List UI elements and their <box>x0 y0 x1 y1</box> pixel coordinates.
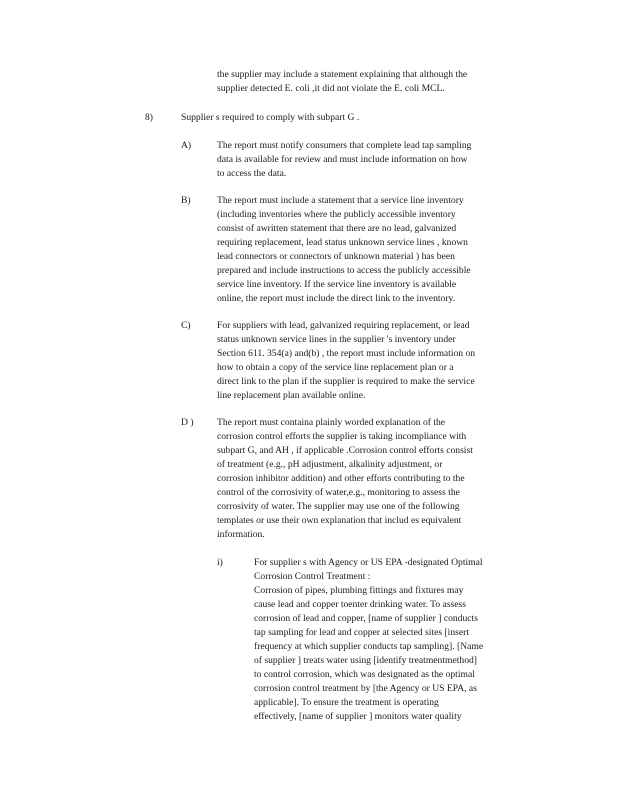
item-d-i-paragraph <box>254 556 532 724</box>
text-line: For suppliers with lead, galvanized requiring replacement, or lead <box>217 320 470 331</box>
text-line: information. <box>217 529 265 540</box>
text-line: control of the corrosivity of water,e.g., monitoring to assess the <box>217 487 460 498</box>
text-line: online, the report must include the direct link to the inventory. <box>217 293 456 304</box>
text-line: (including inventories where the publicly accessible inventory <box>217 209 456 220</box>
text-line: supplier detected E. coli ,it did not violate the E. coli MCL. <box>217 83 445 94</box>
text-line: subpart G, and AH , if applicable .Corrosion control efforts consist <box>217 445 473 456</box>
text-line: applicable]. To ensure the treatment is operating <box>254 697 439 708</box>
text-line: For supplier s with Agency or US EPA -designated Optimal <box>254 557 483 568</box>
text-line: frequency at which supplier conducts tap sampling]. [Name <box>254 641 484 652</box>
item-b-paragraph <box>217 194 527 306</box>
text-line: how to obtain a copy of the service line replacement plan or a <box>217 362 454 373</box>
text-line: corrosivity of water. The supplier may use one of the following <box>217 501 460 512</box>
item-a-paragraph <box>217 139 531 181</box>
item-a-letter: A) <box>181 140 192 151</box>
text-line: direct link to the plan if the supplier is required to make the service <box>217 376 475 387</box>
item-d-letter: D ) <box>181 417 194 428</box>
text-line: requiring replacement, lead status unknown service lines , known <box>217 237 468 248</box>
item-c-paragraph <box>217 319 537 403</box>
text-line: the supplier may include a statement explaining that although the <box>217 69 468 80</box>
text-line: data is available for review and must include information on how <box>217 154 468 165</box>
text-line: of treatment (e.g., pH adjustment, alkalinity adjustment, or <box>217 459 443 470</box>
text-line: Corrosion Control Treatment : <box>254 571 371 582</box>
text-line: of supplier ] treats water using [identify treatmentmethod] <box>254 655 477 666</box>
item-8-number: 8) <box>145 112 153 123</box>
text-line: prepared and include instructions to access the publicly accessible <box>217 265 471 276</box>
text-line: service line inventory. If the service line inventory is available <box>217 279 457 290</box>
item-d-paragraph <box>217 416 527 542</box>
text-line: status unknown service lines in the supplier 's inventory under <box>217 334 456 345</box>
text-line: Section 611. 354(a) and(b) , the report must include information on <box>217 348 476 359</box>
text-line: cause lead and copper toenter drinking water. To assess <box>254 599 467 610</box>
text-line: line replacement plan available online. <box>217 390 366 401</box>
text-line: lead connectors or connectors of unknown material ) has been <box>217 251 455 262</box>
text-line: effectively, [name of supplier ] monitors water quality <box>254 711 462 722</box>
text-line: to access the data. <box>217 168 287 179</box>
text-line: corrosion control efforts the supplier is taking incompliance with <box>217 431 467 442</box>
text-line: to control corrosion, which was designated as the optimal <box>254 669 475 680</box>
item-8-text: Supplier s required to comply with subpart G . <box>181 112 360 123</box>
text-line: tap sampling for lead and copper at selected sites [insert <box>254 627 469 638</box>
text-line: corrosion of lead and copper, [name of supplier ] conducts <box>254 613 478 624</box>
intro-paragraph <box>217 68 522 96</box>
text-line: consist of awritten statement that there are no lead, galvanized <box>217 223 457 234</box>
item-d-i-numeral: i) <box>217 557 223 568</box>
text-line: templates or use their own explanation that includ es equivalent <box>217 515 462 526</box>
text-line: The report must include a statement that a service line inventory <box>217 195 464 206</box>
item-c-letter: C) <box>181 320 191 331</box>
text-line: corrosion inhibitor addition) and other efforts contributing to the <box>217 473 465 484</box>
text-line: The report must containa plainly worded explanation of the <box>217 417 446 428</box>
item-b-letter: B) <box>181 195 191 206</box>
text-line: Corrosion of pipes, plumbing fittings and fixtures may <box>254 585 464 596</box>
text-line: The report must notify consumers that complete lead tap sampling <box>217 140 472 151</box>
text-line: corrosion control treatment by [the Agency or US EPA, as <box>254 683 477 694</box>
